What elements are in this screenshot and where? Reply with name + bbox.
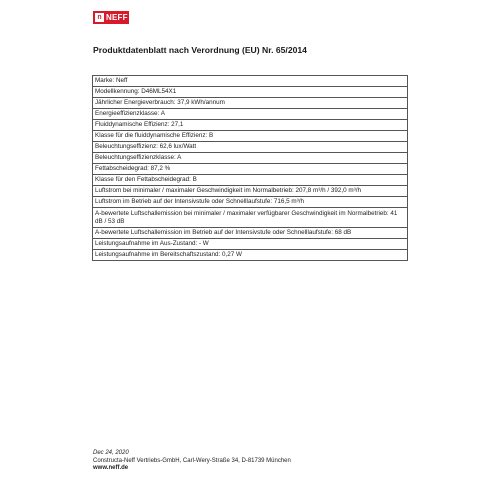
footer-address: Constructa-Neff Vertriebs-GmbH, Carl-Wery-Straße 34, D-81739 München bbox=[93, 457, 291, 464]
table-row bbox=[93, 208, 408, 228]
table-row bbox=[93, 239, 408, 250]
table-row bbox=[93, 109, 408, 120]
table-cell-grease-filter: Fettabscheidegrad: 87,2 % bbox=[93, 164, 408, 175]
table-cell-annual-energy: Jährlicher Energieverbrauch: 37,9 kWh/annum bbox=[93, 98, 408, 109]
table-cell-brand: Marke: Neff bbox=[93, 76, 408, 87]
table-cell-lighting-class: Beleuchtungseffizienzklasse: A bbox=[93, 153, 408, 164]
table-row bbox=[93, 197, 408, 208]
table-cell-noise-normal: A-bewertete Luftschallemission bei minimaler / maximaler verfügbarer Geschwindigkeit im Normalbetrieb: 41 dB / 53 dB bbox=[93, 208, 408, 228]
table-cell-grease-filter-class: Klasse für den Fettabscheidegrad: B bbox=[93, 175, 408, 186]
table-row bbox=[93, 98, 408, 109]
table-row bbox=[93, 228, 408, 239]
page-title: Produktdatenblatt nach Verordnung (EU) Nr. 65/2014 bbox=[93, 45, 307, 55]
footer bbox=[93, 450, 291, 473]
table-cell-airflow-boost: Luftstrom im Betrieb auf der Intensivstufe oder Schnelllaufstufe: 716,5 m³/h bbox=[93, 197, 408, 208]
table-cell-fluid-efficiency-class: Klasse für die fluiddynamische Effizienz: B bbox=[93, 131, 408, 142]
footer-date: Dec 24, 2020 bbox=[93, 450, 129, 456]
table-row bbox=[93, 131, 408, 142]
table-row bbox=[93, 87, 408, 98]
table-row bbox=[93, 164, 408, 175]
table-cell-model: Modellkennung: D46ML54X1 bbox=[93, 87, 408, 98]
table-row bbox=[93, 175, 408, 186]
table-row bbox=[93, 76, 408, 87]
table-row bbox=[93, 250, 408, 261]
table-cell-lighting-efficiency: Beleuchtungseffizienz: 62,6 lux/Watt bbox=[93, 142, 408, 153]
neff-logo-text: NEFF bbox=[106, 12, 128, 22]
table-cell-airflow-normal: Luftstrom bei minimaler / maximaler Geschwindigkeit im Normalbetrieb: 207,8 m³/h / 392,0 m³/h bbox=[93, 186, 408, 197]
table-row bbox=[93, 142, 408, 153]
table-cell-noise-boost: A-bewertete Luftschallemission im Betrieb auf der Intensivstufe oder Schnelllaufstufe: 68 dB bbox=[93, 228, 408, 239]
table-cell-power-standby: Leistungsaufnahme im Bereitschaftszustand: 0,27 W bbox=[93, 250, 408, 261]
table-cell-energy-class: Energieeffizienzklasse: A bbox=[93, 109, 408, 120]
footer-url: www.neff.de bbox=[93, 465, 129, 472]
neff-logo-mark: n bbox=[95, 13, 104, 22]
product-data-table bbox=[92, 75, 408, 261]
table-row bbox=[93, 120, 408, 131]
table-cell-fluid-efficiency: Fluiddynamische Effizienz: 27,1 bbox=[93, 120, 408, 131]
table-cell-power-off: Leistungsaufnahme im Aus-Zustand: - W bbox=[93, 239, 408, 250]
table-row bbox=[93, 153, 408, 164]
neff-logo bbox=[93, 11, 129, 24]
table-row bbox=[93, 186, 408, 197]
